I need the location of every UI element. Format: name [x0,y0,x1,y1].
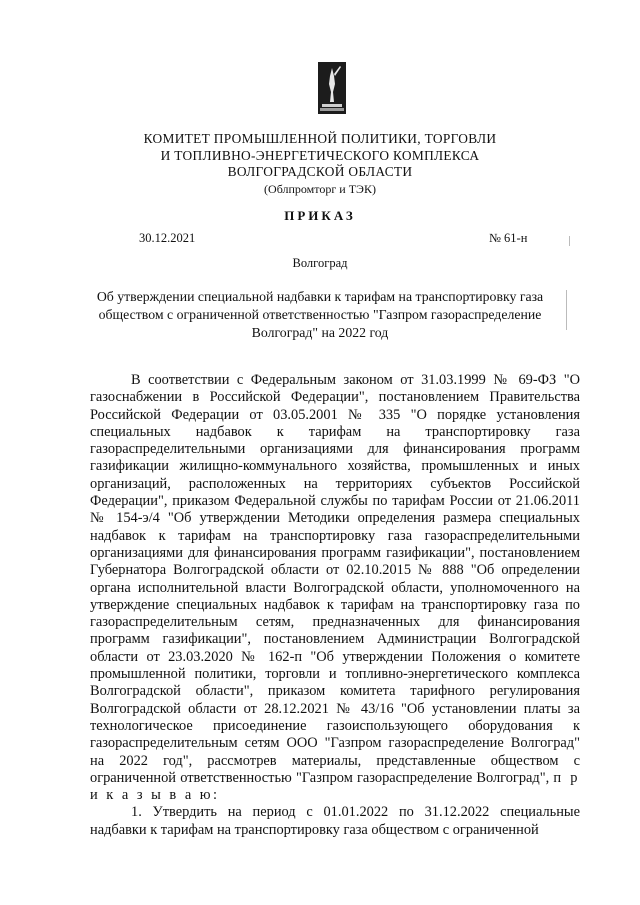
item-1-paragraph: 1. Утвердить на период с 01.01.2022 по 31.12.2022 специальные надбавки к тарифам на транспортировку газа обществом с ограниченной [90,804,580,838]
preamble-text: В соответствии с Федеральным законом от 31.03.1999 № 69-ФЗ "О газоснабжении в Российской Федерации", постановлением Правительства Российской Федерации от 03.05.2001 № 335 "О порядке установления специальных надбавок к тарифам на транспортировку газа газораспределительными организациями для финансирования программ газификации жилищно-коммунального хозяйства, промышленных и иных организаций, расположенных на территориях субъектов Российской Федерации", приказом Федеральной службы по тарифам России от 21.06.2011 № 154-э/4 "Об утверждении Методики определения размера специальных надбавок к тарифам на транспортировку газа газораспределительными организациями для финансирования программ газификации", постановлением Губернатора Волгоградской области от 02.10.2015 № 888 "Об определении органа исполнительной власти Волгоградской области, уполномоченного на утверждение специальных надбавок к тарифам на транспортировку газа по газораспределительным сетям, предназначенных для финансирования программ газификации", постановлением Администрации Волгоградской области от 23.03.2020 № 162-п "Об утверждении Положения о комитете промышленной политики, торговли и топливно-энергетического комплекса Волгоградской области", приказом комитета тарифного регулирования Волгоградской области от 28.12.2021 № 43/16 "Об установлении платы за технологическое присоединение газоиспользующего оборудования к газораспределительным сетям ООО "Газпром газораспределение Волгоград" на 2022 год", рассмотрев материалы, представленные обществом с ограниченной ответственностью "Газпром газораспределение Волгоград", [90,372,580,786]
order-subject: Об утверждении специальной надбавки к тарифам на транспортировку газа обществом с ограниченной ответственностью "Газпром газораспределение Волгоград" на 2022 год [96,289,544,340]
organization-header [0,131,640,197]
coat-of-arms-emblem [318,62,346,114]
motherland-statue-icon [318,62,346,114]
scan-margin-line [566,290,567,330]
org-line-3: ВОЛГОГРАДСКОЙ ОБЛАСТИ [227,164,413,179]
preamble-paragraph [90,372,580,804]
order-date: 30.12.2021 [139,231,196,245]
scan-margin-tick [569,236,570,246]
order-number: № 61-н [489,231,528,245]
decree-word: п р и к а з ы в а ю: [90,769,580,804]
org-line-1: КОМИТЕТ ПРОМЫШЛЕННОЙ ПОЛИТИКИ, ТОРГОВЛИ [143,131,497,146]
document-type-title: ПРИКАЗ [284,208,356,223]
org-short-name: (Облпромторг и ТЭК) [264,181,376,196]
order-city: Волгоград [292,256,348,270]
order-body [90,372,580,839]
org-line-2: И ТОПЛИВНО-ЭНЕРГЕТИЧЕСКОГО КОМПЛЕКСА [160,147,480,163]
